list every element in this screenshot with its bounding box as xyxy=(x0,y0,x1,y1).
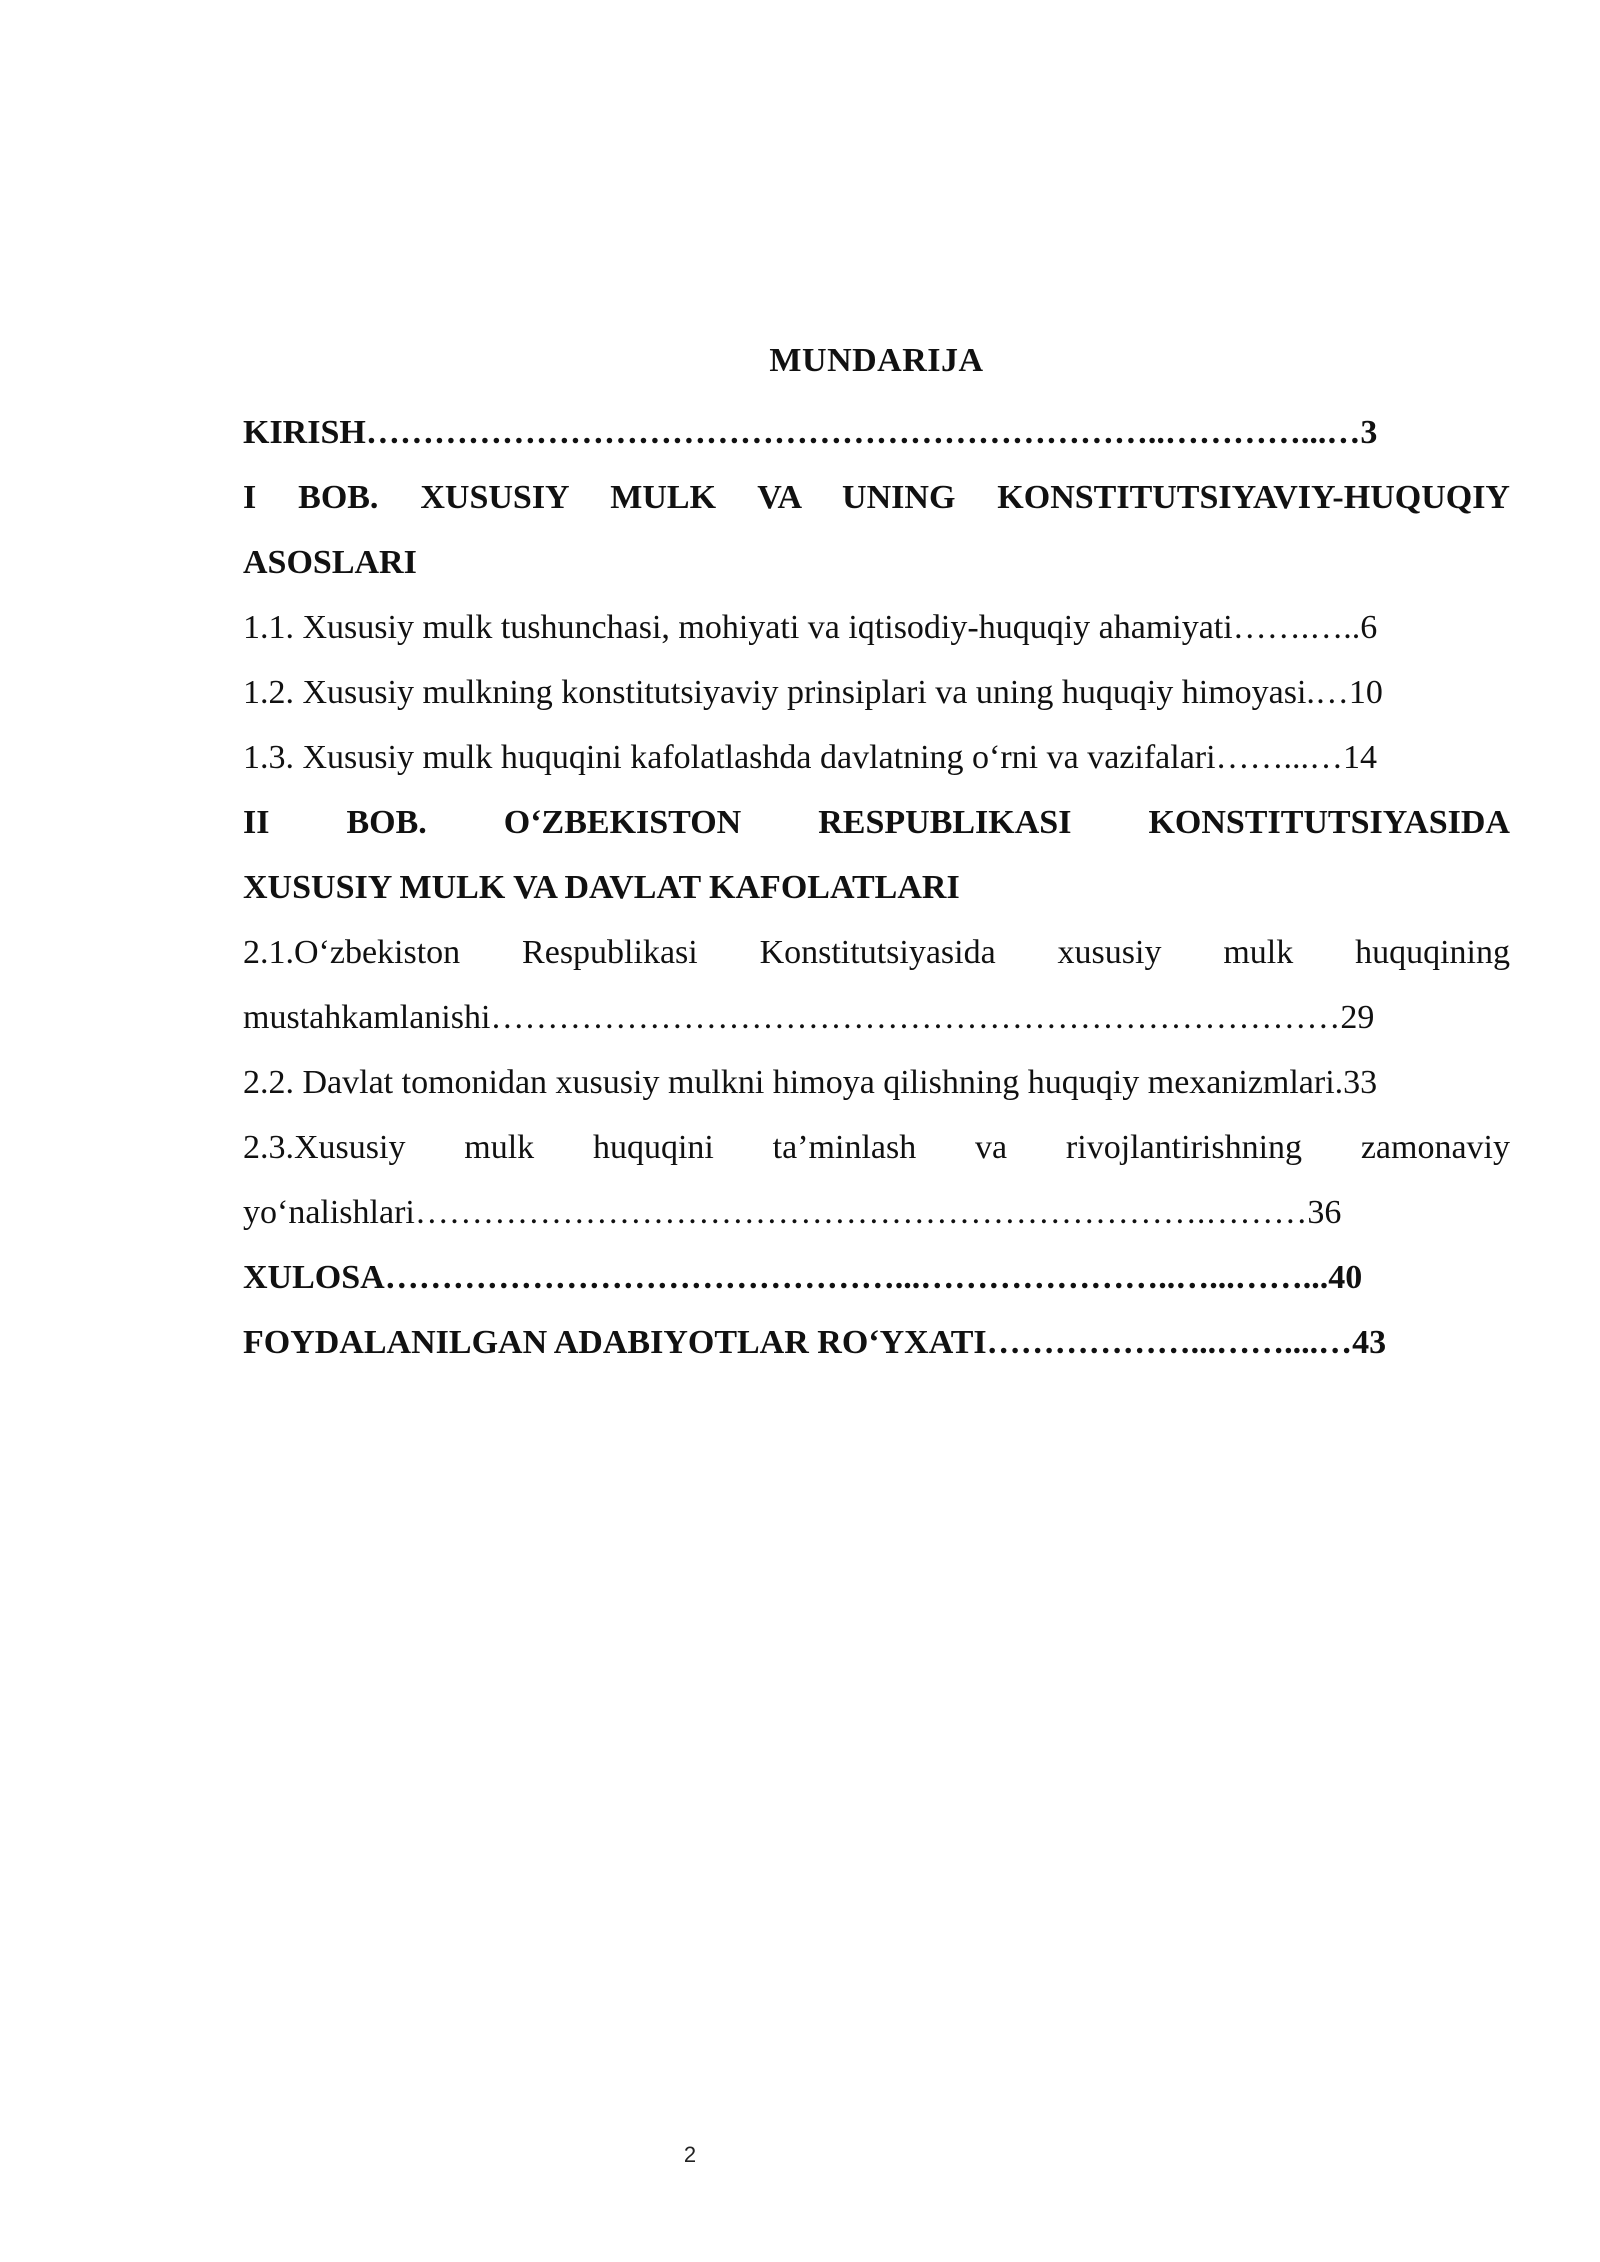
toc-entry: 1.1. Xususiy mulk tushunchasi, mohiyati va iqtisodiy-huquqiy ahamiyati…….…..6 xyxy=(243,609,1378,646)
page-number: 2 xyxy=(683,2142,697,2167)
toc-entry: 1.2. Xususiy mulkning konstitutsiyaviy prinsiplari va uning huquqiy himoyasi.…10 xyxy=(243,674,1383,711)
table-of-contents xyxy=(243,335,1510,1375)
toc-entry: yo‘nalishlari…………………………………………………………….………36 xyxy=(243,1194,1342,1231)
toc-entries xyxy=(243,400,1510,1375)
toc-entry: XUSUSIY MULK VA DAVLAT KAFOLATLARI xyxy=(243,869,960,906)
toc-entry: ASOSLARI xyxy=(243,544,417,581)
toc-entry: 2.2. Davlat tomonidan xususiy mulkni himoya qilishning huquqiy mexanizmlari.33 xyxy=(243,1064,1378,1101)
toc-entry: KIRISH……………………………………………………………..…………...…3 xyxy=(243,414,1378,451)
toc-entry: XULOSA………………………………………...…………………..…...……...40 xyxy=(243,1259,1363,1296)
toc-entry: FOYDALANILGAN ADABIYOTLAR RO‘YXATI………………...……....…43 xyxy=(243,1324,1387,1361)
toc-entry: 1.3. Xususiy mulk huquqini kafolatlashda davlatning o‘rni va vazifalari……...…14 xyxy=(243,739,1378,776)
toc-entry: 2.1.O‘zbekiston Respublikasi Konstitutsiyasida xususiy mulk huquqining xyxy=(243,934,1510,971)
toc-entry: 2.3.Xususiy mulk huquqini ta’minlash va rivojlantirishning zamonaviy xyxy=(243,1129,1510,1166)
toc-entry: mustahkamlanishi…………………………………………………………………29 xyxy=(243,999,1375,1036)
toc-entry: II BOB. O‘ZBEKISTON RESPUBLIKASI KONSTITUTSIYASIDA xyxy=(243,804,1510,841)
toc-entry: I BOB. XUSUSIY MULK VA UNING KONSTITUTSIYAVIY-HUQUQIY xyxy=(243,479,1510,516)
toc-title: MUNDARIJA xyxy=(769,342,984,379)
